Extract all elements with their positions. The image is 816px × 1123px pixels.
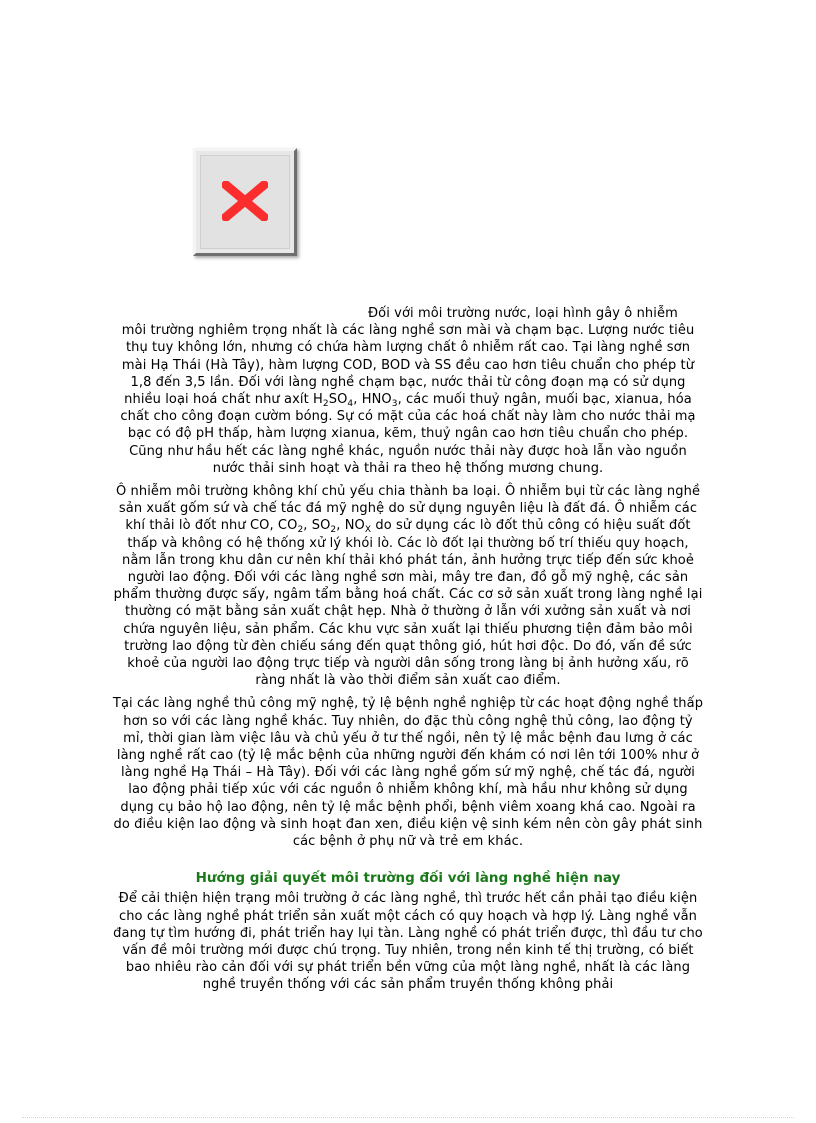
paragraph-lead: Đối với môi trường nước, loại hình gây ô nhiễm xyxy=(368,306,678,321)
broken-image-icon xyxy=(222,181,268,221)
page-bottom-divider xyxy=(22,1117,794,1118)
section-heading: Hướng giải quyết môi trường đối với làng nghề hiện nay xyxy=(195,870,621,887)
paragraph-occupational-disease: Tại các làng nghề thủ công mỹ nghệ, tỷ lệ bệnh nghề nghiệp từ các hoạt động nghề thấp hơn so với các làng nghề khác. Tuy nhiên, do đặc thù công nghệ thủ công, lao động tỷ mỉ, thời gian làm việc lâu và chủ yếu ở tư thế ngồi, nên tỷ lệ mắc bệnh đau lưng ở các làng nghề rất cao (tỷ lệ mắc bệnh của những người đến khám có nơi lên tới 100% như ở làng nghề Hạ Thái – Hà Tây). Đối với các làng nghề gốm sứ mỹ nghệ, chế tác đá, người lao động phải tiếp xúc với các nguồn ô nhiễm không khí, mà hầu như không sử dụng dụng cụ bảo hộ lao động, nên tỷ lệ mắc bệnh phổi, bệnh viêm xoang khá cao. Ngoài ra do điều kiện lao động và sinh hoạt đan xen, điều kiện vệ sinh kém nên còn gây phát sinh các bệnh ở phụ nữ và trẻ em khác. xyxy=(112,696,704,850)
paragraph-air-pollution: Ô nhiễm môi trường không khí chủ yếu chia thành ba loại. Ô nhiễm bụi từ các làng nghề sản xuất gốm sứ và chế tác đá mỹ nghệ do sử dụng nguyên liệu là đất đá. Ô nhiễm các khí thải lò đốt như CO, $CO_2$, $SO_2$, $NO_X$ do sử dụng các lò đốt thủ công có hiệu suất đốt thấp và không có hệ thống xử lý khói lò. Các lò đốt lại thường bố trí thiếu quy hoạch, nằm lẫn trong khu dân cư nên khí thải khó phát tán, ảnh hưởng trực tiếp đến sức khoẻ người lao động. Đối với các làng nghề sơn mài, mây tre đan, đồ gỗ mỹ nghệ, các sản phẩm thường được sấy, ngâm tẩm bằng hoá chất. Các cơ sở sản xuất trong làng nghề lại thường có mặt bằng sản xuất chật hẹp. Nhà ở thường ở lẫn với xưởng sản xuất và nơi chứa nguyên liệu, sản phẩm. Các khu vực sản xuất lại thiếu phương tiện đảm bảo môi trường lao động từ đèn chiếu sáng đến quạt thông gió, hút hơi độc. Do đó, vấn đề sức khoẻ của người lao động trực tiếp và người dân sống trong làng bị ảnh hưởng xấu, rõ ràng nhất là vào thời điểm sản xuất cao điểm. xyxy=(113,484,703,689)
paragraph-water-pollution: Đối với môi trường nước, loại hình gây ô nhiễm môi trường nghiêm trọng nhất là các làng nghề sơn mài và chạm bạc. Lượng nước tiêu thụ tuy không lớn, nhưng có chứa hàm lượng chất ô nhiễm rất cao. Tại làng nghề sơn mài Hạ Thái (Hà Tây), hàm lượng COD, BOD và SS đều cao hơn tiêu chuẩn cho phép từ 1,8 đến 3,5 lần. Đối với làng nghề chạm bạc, nước thải từ công đoạn mạ có sử dụng nhiều loại hoá chất như axít $H_2SO_4$, $HNO_3$, các muối thuỷ ngân, muối bạc, xianua, hóa chất cho công đoạn cườm bóng. Sự có mặt của các hoá chất này làm cho nước thải mạ bạc có độ pH thấp, hàm lượng xianua, kẽm, thuỷ ngân cao hơn tiêu chuẩn cho phép. Cũng như hầu hết các làng nghề khác, nguồn nước thải này được hoà lẫn vào nguồn nước thải sinh hoạt và thải ra theo hệ thống mương chung. xyxy=(112,305,704,477)
broken-image-placeholder xyxy=(193,148,297,256)
paragraph-solutions: Để cải thiện hiện trạng môi trường ở các làng nghề, thì trước hết cần phải tạo điều kiện cho các làng nghề phát triển sản xuất một cách có quy hoạch và hợp lý. Làng nghề vẫn đang tự tìm hướng đi, phát triển hay lụi tàn. Làng nghề có phát triển được, thì đầu tư cho vấn đề môi trường mới được chú trọng. Tuy nhiên, trong nền kinh tế thị trường, có biết bao nhiêu rào cản đối với sự phát triển bền vững của một làng nghề, nhất là các làng nghề truyền thống với các sản phẩm truyền thống không phải xyxy=(113,891,703,993)
body-text xyxy=(112,305,704,994)
